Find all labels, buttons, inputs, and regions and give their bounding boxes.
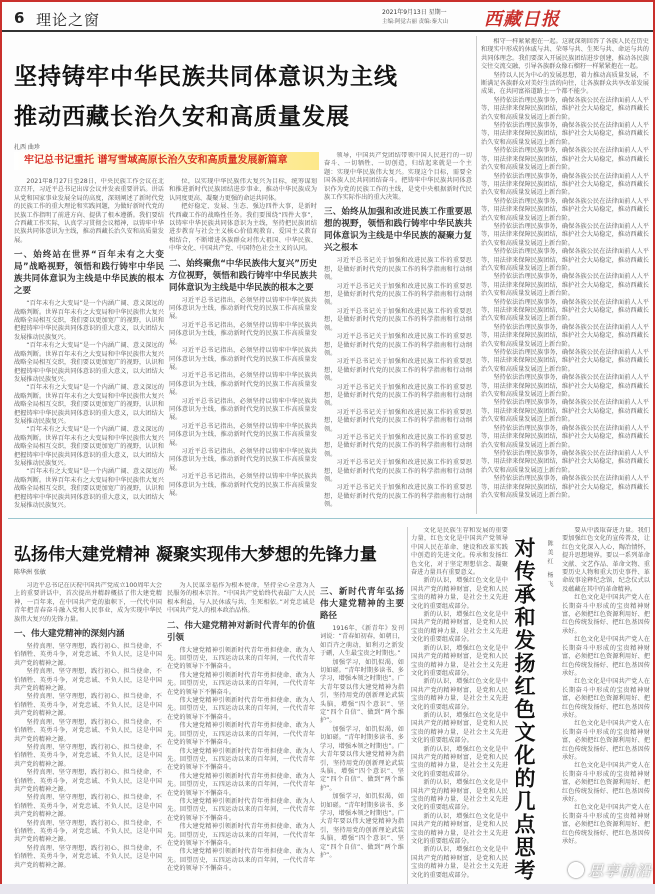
- paragraph: 习近平总书记指出，必须坚持以铸牢中华民族共同体意识为主线，推动新时代党的民族工作高质量发展。: [169, 397, 317, 422]
- article1-banner: 牢记总书记重托 谱写雪域高原长治久安和高质量发展新篇章: [14, 152, 319, 170]
- column-divider: [476, 36, 477, 514]
- paragraph: 坚持真理、坚守理想，践行初心、担当使命，不怕牺牲、英勇斗争，对党忠诚、不负人民，这是中国共产党的精神之源。: [14, 794, 162, 819]
- paragraph: 坚持依法治理民族事务，确保各族公民在法律面前人人平等，用法律来保障民族团结，维护社会大局稳定，推动西藏长治久安和高质量发展迈上新台阶。: [481, 449, 649, 474]
- editors: 主编:阿觉古丽 责编:秦大山: [382, 19, 448, 25]
- subheading: 二、始终聚焦“中华民族伟大复兴”历史方位视野，领悟和践行铸牢中华民族共同体意识为主线是中华民族的根本之要: [169, 258, 317, 293]
- paragraph: 习近平总书记关于加强和改进民族工作的重要思想，是做好新时代党的民族工作的科学指南和行动纲领。: [324, 408, 472, 433]
- paragraph: 习近平总书记关于加强和改进民族工作的重要思想，是做好新时代党的民族工作的科学指南和行动纲领。: [324, 257, 472, 282]
- paragraph: 习近平总书记指出，必须坚持以铸牢中华民族共同体意识为主线，推动新时代党的民族工作高质量发展。: [169, 347, 317, 371]
- paragraph: 坚持依法治理民族事务，确保各族公民在法律面前人人平等，用法律来保障民族团结，维护社会大局稳定，推动西藏长治久安和高质量发展迈上新台阶。: [481, 248, 649, 272]
- paragraph: 新的认识，增强红色文化是中国共产党的精神财富，是党和人民宝贵的精神力量，是社会主义先进文化的重要组成部分。: [411, 644, 508, 677]
- paragraph: 坚持依法治理民族事务，确保各族公民在法律面前人人平等，用法律来保障民族团结，维护社会大局稳定，推动西藏长治久安和高质量发展迈上新台阶。: [481, 96, 649, 121]
- paragraph: 坚持依法治理民族事务，确保各族公民在法律面前人人平等，用法律来保障民族团结，维护社会大局稳定，推动西藏长治久安和高质量发展迈上新台阶。: [481, 298, 649, 323]
- paragraph: 相守一样紧紧抱在一起。这就深刻回答了各族人民在历史和现实中形成的休戚与共、荣辱与共、生死与共、命运与共的共同体理念。我们要深入开展民族团结进步创建，推动各民族交往交流交融，引导各族群众像石榴籽一样紧紧抱在一起。: [481, 38, 649, 71]
- paragraph: 红色文化是中国共产党人在长期奋斗中形成的宝贵精神财富，必须把红色资源利用好、把红色传统发扬好、把红色基因传承好。: [562, 762, 650, 803]
- paragraph: “百年未有之大变局”是一个内涵广阔、意义深远的战略判断。世界百年未有之大变局和中华民族伟大复兴战略全局相互交织，我们要以更加宽广的视野，认识和把握铸牢中华民族共同体意识的重大意义，以大团结大发展推动民族复兴。: [14, 342, 164, 383]
- article3-column-1: [411, 527, 508, 886]
- paragraph: 红色文化是中国共产党人在长期奋斗中形成的宝贵精神财富，必须把红色资源利用好、把红色传统发扬好、把红色基因传承好。: [562, 720, 650, 761]
- paragraph: 伟大建党精神引领新时代青年勇担使命、敢为人先。回望历史，五四运动以来的百年间，一代代青年在党的领导下不懈奋斗。: [167, 646, 315, 671]
- paragraph: 红色文化是中国共产党人在长期奋斗中形成的宝贵精神财富，必须把红色资源利用好、把红色传统发扬好、把红色基因传承好。: [562, 804, 650, 846]
- page-header: [2, 2, 653, 32]
- paragraph: 习近平总书记指出，必须坚持以铸牢中华民族共同体意识为主线，推动新时代党的民族工作高质量发展。: [169, 422, 317, 447]
- paragraph: 坚持依法治理民族事务，确保各族公民在法律面前人人平等，用法律来保障民族团结，维护社会大局稳定，推动西藏长治久安和高质量发展迈上新台阶。: [481, 147, 649, 172]
- paragraph: 新的认识，增强红色文化是中国共产党的精神财富，是党和人民宝贵的精神力量，是社会主义先进文化的重要组成部分。: [411, 678, 508, 711]
- paragraph: 坚持以人民为中心的发展思想，着力推动高质量发展，不断满足各族群众对美好生活的向往，让各族群众共享改革发展成果，在共同富裕道路上一个都不能少。: [481, 71, 649, 96]
- paragraph: 红色文化是中国共产党人在长期奋斗中形成的宝贵精神财富，必须把红色资源利用好、把红色传统发扬好、把红色基因传承好。: [562, 636, 650, 677]
- paragraph: 红色文化是中国共产党人在长期奋斗中形成的宝贵精神财富，必须把红色资源利用好、把红色传统发扬好、把红色基因传承好。: [562, 678, 650, 719]
- paragraph: 习近平总书记指出，必须坚持以铸牢中华民族共同体意识为主线，推动新时代党的民族工作高质量发展。: [169, 372, 317, 397]
- wechat-logo-icon: [568, 862, 584, 878]
- paragraph: 伟大建党精神引领新时代青年勇担使命、敢为人先。回望历史，五四运动以来的百年间，一代代青年在党的领导下不懈奋斗。: [167, 722, 315, 747]
- paragraph: 习近平总书记关于加强和改进民族工作的重要思想，是做好新时代党的民族工作的科学指南和行动纲领。: [324, 383, 472, 408]
- paragraph: 1916年，《新青年》发刊词说：“青春如初春，如朝日，如百卉之萌动，如利刃之新发于硎，人生最宝贵之时期也。”: [320, 625, 404, 658]
- paragraph: “百年未有之大变局”是一个内涵广阔、意义深远的战略判断。世界百年未有之大变局和中华民族伟大复兴战略全局相互交织，我们要以更加宽广的视野，认识和把握铸牢中华民族共同体意识的重大意义，以大团结大发展推动民族复兴。: [14, 426, 164, 467]
- paragraph: 文化是民族生存和发展的重要力量，红色文化是中国共产党领导中国人民在革命、建设和改革实践中创造的先进文化。传承和发扬红色文化，对于坚定理想信念、凝聚奋进力量具有重要意义。: [411, 527, 508, 577]
- paragraph: 习近平总书记关于加强和改进民族工作的重要思想，是做好新时代党的民族工作的科学指南和行动纲领。: [324, 282, 472, 307]
- watermark: 思享前沿: [588, 862, 653, 880]
- paragraph: 伟大建党精神引领新时代青年勇担使命、敢为人先。回望历史，五四运动以来的百年间，一代代青年在党的领导下不懈奋斗。: [167, 848, 315, 873]
- paragraph: 坚持真理、坚守理想，践行初心、担当使命，不怕牺牲、英勇斗争，对党忠诚、不负人民，这是中国共产党的精神之源。: [14, 643, 162, 667]
- paragraph: 坚持真理、坚守理想，践行初心、担当使命，不怕牺牲、英勇斗争，对党忠诚、不负人民，这是中国共产党的精神之源。: [14, 769, 162, 793]
- paragraph: 坚持真理、坚守理想，践行初心、担当使命，不怕牺牲、英勇斗争，对党忠诚、不负人民，这是中国共产党的精神之源。: [14, 693, 162, 718]
- article1-column-2: [169, 178, 317, 513]
- article1-byline: 扎西 曲珍: [14, 144, 40, 151]
- paragraph: 坚持真理、坚守理想，践行初心、担当使命，不怕牺牲、英勇斗争，对党忠诚、不负人民，这是中国共产党的精神之源。: [14, 743, 162, 768]
- article1-column-4: [481, 38, 649, 513]
- paragraph: 位，以实现中华民族伟大复兴为目标，统筹谋划和推进新时代民族团结进步事业，推动中华民族成为认同度更高、凝聚力更强的命运共同体。: [169, 178, 317, 202]
- page-number: 6: [14, 9, 25, 27]
- paragraph: 伟大建党精神引领新时代青年勇担使命、敢为人先。回望历史，五四运动以来的百年间，一代代青年在党的领导下不懈奋斗。: [167, 747, 315, 772]
- paragraph: 习近平总书记关于加强和改进民族工作的重要思想，是做好新时代党的民族工作的科学指南和行动纲领。: [324, 459, 472, 483]
- paragraph: 要从中汲取奋进力量。我们要加强红色文化的宣传普及，让红色文化深入人心，陶冶情怀，提升思想境界。要以一系列革命文献、文艺作品、革命文物、重要历史人物和重大历史事件、革命故事诠释纪念馆，纪念仪式以及蕴藏在其中的革命精神。: [562, 527, 650, 593]
- paragraph: 加强学习，如饥似渴，如切如磋。“青年时期多读书、多学习，增强本领之时期也”。广大青年要以伟大建党精神为指引，坚持用党的创新理论武装头脑，增强“四个意识”、坚定“四个自信”、做到“两个维护”。: [320, 725, 404, 792]
- paragraph: 新的认识，增强红色文化是中国共产党的精神财富，是党和人民宝贵的精神力量，是社会主义先进文化的重要组成部分。: [411, 745, 508, 778]
- paragraph: 习近平总书记在庆祝中国共产党成立100周年大会上的重要讲话中，首次提出并精辟概括了伟大建党精神，一百年来，在中国共产党的旗帜下，一代代中国青年把青春奋斗融入党和人民事业，成为实现中华民族伟大复兴的先锋力量。: [14, 582, 162, 623]
- article2-column-1: [14, 582, 162, 886]
- paragraph: 伟大建党精神引领新时代青年勇担使命、敢为人先。回望历史，五四运动以来的百年间，一代代青年在党的领导下不懈奋斗。: [167, 772, 315, 797]
- paragraph: 加强学习，如饥似渴，如切如磋。“青年时期多读书、多学习，增强本领之时期也”。广大青年要以伟大建党精神为指引，坚持用党的创新理论武装头脑，增强“四个意识”、坚定“四个自信”、做到“两个维护”。: [320, 793, 404, 859]
- paragraph: 坚持依法治理民族事务，确保各族公民在法律面前人人平等，用法律来保障民族团结，维护社会大局稳定，推动西藏长治久安和高质量发展迈上新台阶。: [481, 323, 649, 348]
- paragraph: 坚持依法治理民族事务，确保各族公民在法律面前人人平等，用法律来保障民族团结，维护社会大局稳定，推动西藏长治久安和高质量发展迈上新台阶。: [481, 374, 649, 399]
- section-divider: [8, 518, 653, 519]
- paragraph: 新的认识，增强红色文化是中国共产党的精神财富，是党和人民宝贵的精神力量，是社会主义先进文化的重要组成部分。: [411, 846, 508, 879]
- paragraph: 习近平总书记关于加强和改进民族工作的重要思想，是做好新时代党的民族工作的科学指南和行动纲领。: [324, 433, 472, 458]
- paragraph: 习近平总书记关于加强和改进民族工作的重要思想，是做好新时代党的民族工作的科学指南和行动纲领。: [324, 358, 472, 383]
- issue-date: 2021年9月13日 星期一: [382, 9, 447, 16]
- paragraph: 坚持依法治理民族事务，确保各族公民在法律面前人人平等，用法律来保障民族团结，维护社会大局稳定，推动西藏长治久安和高质量发展迈上新台阶。: [481, 399, 649, 424]
- paragraph: 坚持依法治理民族事务，确保各族公民在法律面前人人平等，用法律来保障民族团结，维护社会大局稳定，推动西藏长治久安和高质量发展迈上新台阶。: [481, 197, 649, 222]
- paragraph: 坚持真理、坚守理想，践行初心、担当使命，不怕牺牲、英勇斗争，对党忠诚、不负人民，这是中国共产党的精神之源。: [14, 668, 162, 693]
- paragraph: “百年未有之大变局”是一个内涵广阔、意义深远的战略判断。世界百年未有之大变局和中华民族伟大复兴战略全局相互交织，我们要以更加宽广的视野，认识和把握铸牢中华民族共同体意识的重大意义，以大团结大发展推动民族复兴。: [14, 384, 164, 425]
- paragraph: 坚持依法治理民族事务，确保各族公民在法律面前人人平等，用法律来保障民族团结，维护社会大局稳定，推动西藏长治久安和高质量发展迈上新台阶。: [481, 273, 649, 298]
- subheading: 三、始终从加强和改进民族工作重要思想的视野，领悟和践行铸牢中华民族共同体意识为主线是中华民族的凝聚力复兴之根本: [324, 207, 472, 254]
- paragraph: 领导，中国共产党团结带领中国人民进行的一切奋斗、一切牺牲、一切创造，归结起来就是一个主题：实现中华民族伟大复兴。实现这个目标，需要全国各族人民共同团结奋斗。把铸牢中华民族共同体意识作为党的民族工作的主线，是党中央根据新时代民族工作实际作出的重大决策。: [324, 152, 472, 202]
- paragraph: 新的认识，增强红色文化是中国共产党的精神财富，是党和人民宝贵的精神力量，是社会主义先进文化的重要组成部分。: [411, 577, 508, 610]
- paragraph: 习近平总书记关于加强和改进民族工作的重要思想，是做好新时代党的民族工作的科学指南和行动纲领。: [324, 307, 472, 332]
- paragraph: 为人民谋幸福作为根本使命，坚持全心全意为人民服务的根本宗旨。“中国共产党始终代表最广大人民根本利益，与人民休戚与共、生死相依。”对党忠诚是中国共产党人的根本政治品格。: [167, 582, 315, 615]
- paragraph: 习近平总书记关于加强和改进民族工作的重要思想，是做好新时代党的民族工作的科学指南和行动纲领。: [324, 333, 472, 357]
- article1-column-3: [324, 152, 472, 513]
- article2-column-2: [167, 582, 315, 886]
- paragraph: 习近平总书记关于加强和改进民族工作的重要思想，是做好新时代党的民族工作的科学指南和行动纲领。: [324, 484, 472, 509]
- article1-title-line2: 推动西藏长治久安和高质量发展: [14, 104, 350, 130]
- paragraph: 红色文化是中国共产党人在长期奋斗中形成的宝贵精神财富，必须把红色资源利用好、把红色传统发扬好、把红色基因传承好。: [562, 594, 650, 635]
- paragraph: 伟大建党精神引领新时代青年勇担使命、敢为人先。回望历史，五四运动以来的百年间，一代代青年在党的领导下不懈奋斗。: [167, 797, 315, 822]
- paragraph: 坚持依法治理民族事务，确保各族公民在法律面前人人平等，用法律来保障民族团结，维护社会大局稳定，推动西藏长治久安和高质量发展迈上新台阶。: [481, 222, 649, 247]
- paragraph: 新的认识，增强红色文化是中国共产党的精神财富，是党和人民宝贵的精神力量，是社会主义先进文化的重要组成部分。: [411, 779, 508, 812]
- paragraph: 坚持真理、坚守理想，践行初心、担当使命，不怕牺牲、英勇斗争，对党忠诚、不负人民，这是中国共产党的精神之源。: [14, 844, 162, 869]
- paragraph: 习近平总书记指出，必须坚持以铸牢中华民族共同体意识为主线，推动新时代党的民族工作高质量发展。: [169, 296, 317, 321]
- paragraph: 伟大建党精神引领新时代青年勇担使命、敢为人先。回望历史，五四运动以来的百年间，一代代青年在党的领导下不懈奋斗。: [167, 697, 315, 721]
- article3-column-2: [562, 527, 650, 855]
- paragraph: 新的认识，增强红色文化是中国共产党的精神财富，是党和人民宝贵的精神力量，是社会主义先进文化的重要组成部分。: [411, 812, 508, 846]
- paragraph: “百年未有之大变局”是一个内涵广阔、意义深远的战略判断。世界百年未有之大变局和中华民族伟大复兴战略全局相互交织，我们要以更加宽广的视野，认识和把握铸牢中华民族共同体意识的重大意义，以大团结大发展推动民族复兴。: [14, 300, 164, 341]
- paragraph: 把好稳定、发展、生态、强边四件大事，是新时代西藏工作的战略性任务。我们要围绕“四件大事”，以铸牢中华民族共同体意识为主线，坚持把民族团结进步教育与社会主义核心价值观教育、爱国主义教育相结合，不断增进各族群众对伟大祖国、中华民族、中华文化、中国共产党、中国特色社会主义的认同。: [169, 203, 317, 253]
- paragraph: 坚持依法治理民族事务，确保各族公民在法律面前人人平等，用法律来保障民族团结，维护社会大局稳定，推动西藏长治久安和高质量发展迈上新台阶。: [481, 122, 649, 146]
- article1-column-1: [14, 178, 164, 513]
- article3-title: 对传承和发扬红色文化的几点思考: [512, 537, 536, 882]
- column-divider: [407, 527, 408, 887]
- article1-title-line1: 坚持铸牢中华民族共同体意识为主线: [14, 64, 398, 90]
- paragraph: 坚持依法治理民族事务，确保各族公民在法律面前人人平等，用法律来保障民族团结，维护社会大局稳定，推动西藏长治久安和高质量发展迈上新台阶。: [481, 475, 649, 499]
- subheading: 三、新时代青年弘扬伟大建党精神的主要路径: [320, 587, 404, 621]
- paragraph: 习近平总书记指出，必须坚持以铸牢中华民族共同体意识为主线，推动新时代党的民族工作高质量发展。: [169, 321, 317, 346]
- subheading: 二、伟大建党精神对新时代青年的价值引领: [167, 620, 315, 643]
- article2-byline: 陈华洲 张敏: [14, 569, 46, 576]
- article2-title: 弘扬伟大建党精神 凝聚实现伟大梦想的先锋力量: [14, 545, 377, 565]
- paragraph: 坚持真理、坚守理想，践行初心、担当使命，不怕牺牲、英勇斗争，对党忠诚、不负人民，这是中国共产党的精神之源。: [14, 819, 162, 844]
- newspaper-logo: 西藏日报: [484, 9, 560, 30]
- article3-authors: 陈美红 杨飞: [546, 540, 553, 590]
- subheading: 一、伟大建党精神的深刻内涵: [14, 629, 125, 640]
- section-title: 理论之窗: [36, 11, 101, 29]
- paragraph: 伟大建党精神引领新时代青年勇担使命、敢为人先。回望历史，五四运动以来的百年间，一代代青年在党的领导下不懈奋斗。: [167, 823, 315, 847]
- paragraph: 坚持依法治理民族事务，确保各族公民在法律面前人人平等，用法律来保障民族团结，维护社会大局稳定，推动西藏长治久安和高质量发展迈上新台阶。: [481, 172, 649, 197]
- subheading: 一、始终站在世界“百年未有之大变局”战略视野，领悟和践行铸牢中华民族共同体意识为主线是中华民族的根本之要: [14, 250, 164, 297]
- paragraph: 2021年8月27日至28日，中央民族工作会议在北京召开，习近平总书记出席会议并发表重要讲话。讲话从党和国家事业发展全局的高度，深刻阐述了新时代党的民族工作的重大理论和实践问题，为做好新时代党的民族工作指明了前进方向、提供了根本遵循。我们要结合西藏工作实际，认真学习贯彻会议精神，以铸牢中华民族共同体意识为主线，推动西藏长治久安和高质量发展。: [14, 178, 164, 244]
- paragraph: 新的认识，增强红色文化是中国共产党的精神财富，是党和人民宝贵的精神力量，是社会主义先进文化的重要组成部分。: [411, 711, 508, 745]
- paragraph: 坚持真理、坚守理想，践行初心、担当使命，不怕牺牲、英勇斗争，对党忠诚、不负人民，这是中国共产党的精神之源。: [14, 718, 162, 743]
- paragraph: 伟大建党精神引领新时代青年勇担使命、敢为人先。回望历史，五四运动以来的百年间，一代代青年在党的领导下不懈奋斗。: [167, 671, 315, 696]
- paragraph: 习近平总书记指出，必须坚持以铸牢中华民族共同体意识为主线，推动新时代党的民族工作高质量发展。: [169, 447, 317, 472]
- paragraph: 加强学习，如饥似渴，如切如磋。“青年时期多读书、多学习，增强本领之时期也”。广大青年要以伟大建党精神为指引，坚持用党的创新理论武装头脑，增强“四个意识”、坚定“四个自信”、做到“两个维护”。: [320, 658, 404, 725]
- paragraph: 坚持依法治理民族事务，确保各族公民在法律面前人人平等，用法律来保障民族团结，维护社会大局稳定，推动西藏长治久安和高质量发展迈上新台阶。: [481, 349, 649, 373]
- article2-column-3: [320, 582, 404, 886]
- paragraph: 习近平总书记指出，必须坚持以铸牢中华民族共同体意识为主线，推动新时代党的民族工作高质量发展。: [169, 473, 317, 497]
- paragraph: “百年未有之大变局”是一个内涵广阔、意义深远的战略判断。世界百年未有之大变局和中华民族伟大复兴战略全局相互交织，我们要以更加宽广的视野，认识和把握铸牢中华民族共同体意识的重大意义，以大团结大发展推动民族复兴。: [14, 468, 164, 509]
- paragraph: 新的认识，增强红色文化是中国共产党的精神财富，是党和人民宝贵的精神力量，是社会主义先进文化的重要组成部分。: [411, 611, 508, 644]
- paragraph: 坚持依法治理民族事务，确保各族公民在法律面前人人平等，用法律来保障民族团结，维护社会大局稳定，推动西藏长治久安和高质量发展迈上新台阶。: [481, 424, 649, 449]
- bottom-bar: [0, 884, 655, 894]
